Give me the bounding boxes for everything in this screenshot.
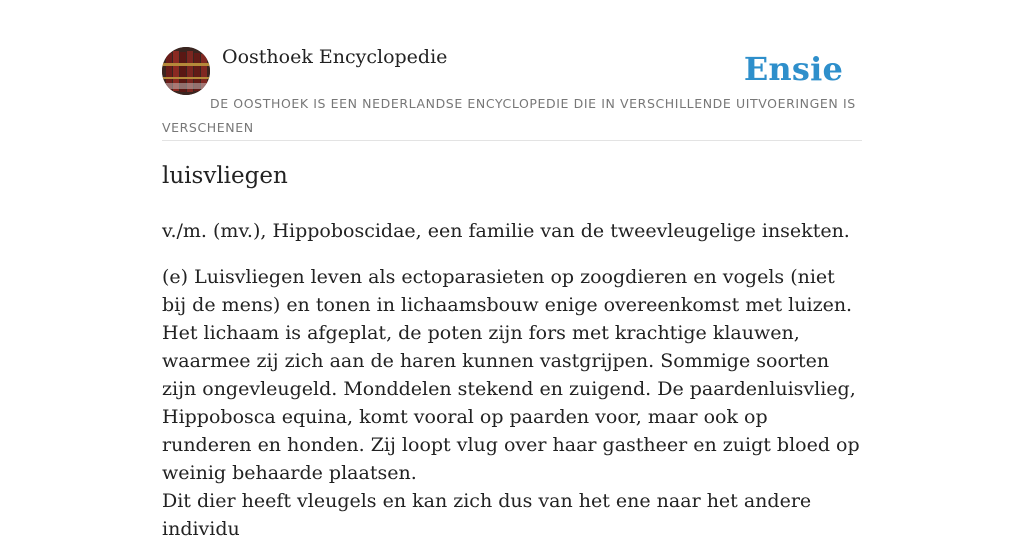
site-header bbox=[162, 0, 862, 141]
entry-paragraph: (e) Luisvliegen leven als ectoparasieten op zoogdieren en vogels (niet bij de mens) en tonen in lichaamsbouw enige overeenkomst met luizen. Het lichaam is afgeplat, de poten zijn fors met krachtige klauwen, waarmee zij zich aan de haren kunnen vastgrijpen. Sommige soorten zijn ongevleugeld. Monddelen stekend en zuigend. De paardenluisvlieg, Hippobosca equina, komt vooral op paarden voor, maar ook op runderen en honden. Zij loopt vlug over haar gastheer en zuigt bloed op weinig behaarde plaatsen. bbox=[162, 266, 860, 484]
site-title[interactable]: Oosthoek Encyclopedie bbox=[222, 46, 448, 68]
brand-logo[interactable]: Ensie bbox=[743, 50, 843, 88]
entry-title: luisvliegen bbox=[162, 163, 288, 189]
entry-definition: v./m. (mv.), Hippoboscidae, een familie van de tweevleugelige insekten. bbox=[162, 220, 850, 242]
book-spines-icon[interactable] bbox=[162, 47, 210, 95]
site-tagline: DE OOSTHOEK IS EEN NEDERLANDSE ENCYCLOPEDIE DIE IN VERSCHILLENDE UITVOERINGEN IS VERSCHENEN bbox=[162, 96, 856, 135]
page-container bbox=[162, 0, 862, 540]
entry-paragraph: Dit dier heeft vleugels en kan zich dus van het ene naar het andere individu bbox=[162, 490, 812, 540]
